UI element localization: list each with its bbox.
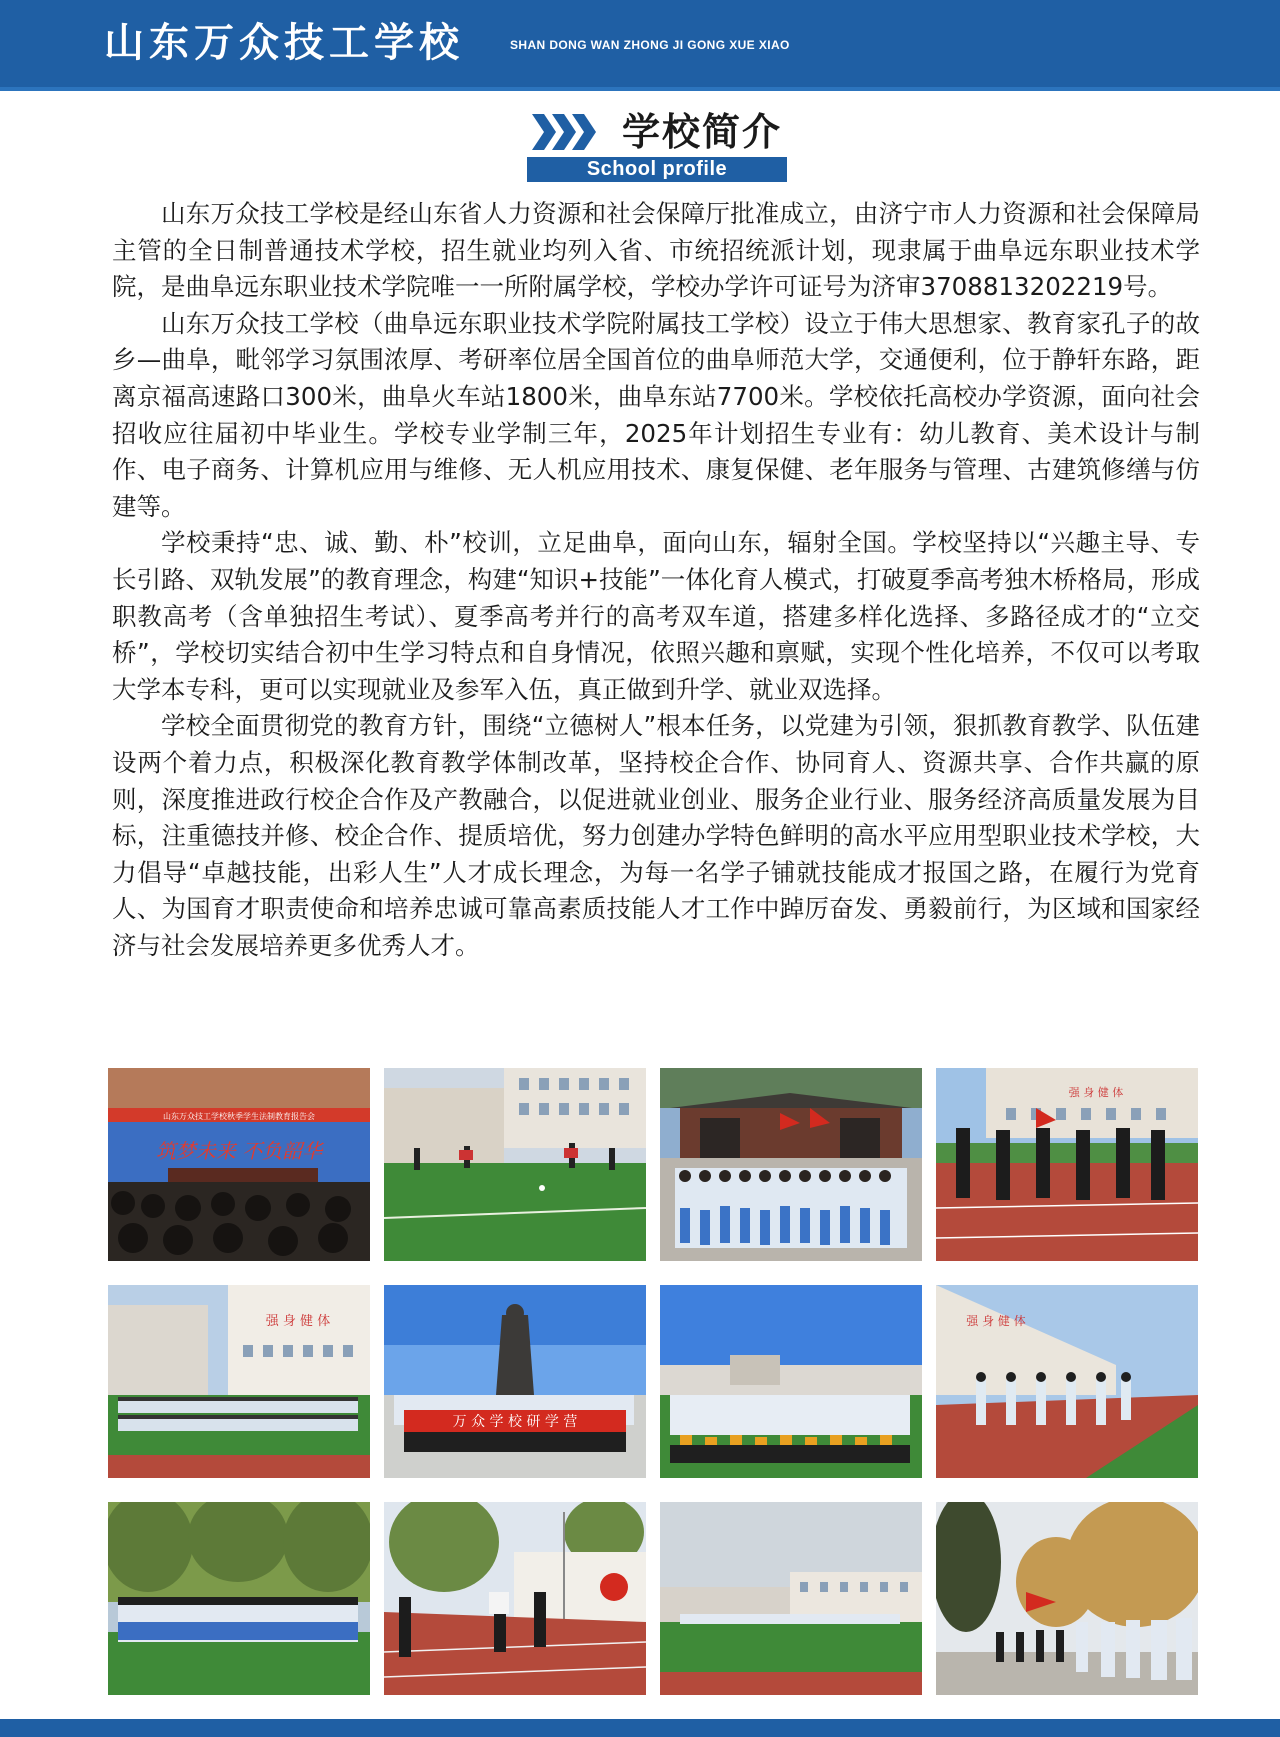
photo-march-parade (936, 1068, 1198, 1261)
paragraph-1: 山东万众技工学校是经山东省人力资源和社会保障厅批准成立，由济宁市人力资源和社会保障局主管的全日制普通技术学校，招生就业均列入省、市统招统派计划，现隶属于曲阜远东职业技术学院，是曲阜远东职业技术学院唯一一所附属学校，学校办学许可证号为济审3708813202219号。 (112, 199, 1200, 302)
wall-text: 强 身 健 体 (265, 1314, 331, 1329)
paragraph-2: 山东万众技工学校（曲阜远东职业技术学院附属技工学校）设立于伟大思想家、教育家孔子的故乡—曲阜，毗邻学习氛围浓厚、考研率位居全国首位的曲阜师范大学，交通便利，位于静轩东路，距离京福高速路口300米，曲阜火车站1800米，曲阜东站7700米。学校依托高校办学资源，面向社会招收应往届初中毕业生。学校专业学制三年，2025年计划招生专业有：幼儿教育、美术设计与制作、电子商务、计算机应用与维修、无人机应用技术、康复保健、老年服务与管理、古建筑修缮与仿建等。 (112, 308, 1200, 521)
section-subtitle: School profile (586, 158, 728, 180)
banner-study: 万 众 学 校 研 学 营 (452, 1414, 578, 1430)
photo-formation-field (108, 1285, 370, 1478)
photo-march-track (936, 1285, 1198, 1478)
photo-students-willows (108, 1502, 370, 1695)
chevron-right-icon (530, 110, 600, 154)
school-name: 山东万众技工学校 (104, 20, 464, 66)
header-banner (0, 0, 1280, 91)
subtitle-bar (527, 157, 787, 182)
photo-assembly-hall (108, 1068, 370, 1261)
section-title: 学校简介 (622, 110, 783, 154)
photo-group-temple (660, 1068, 922, 1261)
photo-campus-field (660, 1502, 922, 1695)
wall-text: 强 身 健 体 (966, 1314, 1026, 1328)
intro-text (112, 196, 1200, 964)
photo-football-match (384, 1068, 646, 1261)
banner-text: 山东万众技工学校秋季学生法制教育报告会 (163, 1112, 315, 1121)
school-pinyin: SHAN DONG WAN ZHONG JI GONG XUE XIAO (510, 38, 790, 52)
paragraph-3: 学校秉持“忠、诚、勤、朴”校训，立足曲阜，面向山东，辐射全国。学校坚持以“兴趣主导、专长引路、双轨发展”的教育理念，构建“知识+技能”一体化育人模式，打破夏季高考独木桥格局，形成职教高考（含单独招生考试）、夏季高考并行的高考双车道，搭建多样化选择、多路径成才的“立交桥”，学校切实结合初中生学习特点和自身情况，依照兴趣和禀赋，实现个性化培养，不仅可以考取大学本专科，更可以实现就业及参军入伍，真正做到升学、就业双选择。 (112, 528, 1200, 704)
footer-bar (0, 1719, 1280, 1737)
wall-text: 强 身 健 体 (1068, 1086, 1124, 1099)
photo-autumn-march (936, 1502, 1198, 1695)
photo-confucius-statue (384, 1285, 646, 1478)
paragraph-4: 学校全面贯彻党的教育方针，围绕“立德树人”根本任务，以党建为引领，狠抓教育教学、队伍建设两个着力点，积极深化教育教学体制改革，坚持校企合作、协同育人、资源共享、合作共赢的原则，深度推进政行校企合作及产教融合，以促进就业创业、服务企业行业、服务经济高质量发展为目标，注重德技并修、校企合作、提质培优，努力创建办学特色鲜明的高水平应用型职业技术学校，大力倡导“卓越技能，出彩人生”人才成长理念，为每一名学子铺就技能成才报国之路，在履行为党育人、为国育才职责使命和培养忠诚可靠高素质技能人才工作中踔厉奋发、勇毅前行，为区域和国家经济与社会发展培养更多优秀人才。 (112, 711, 1200, 960)
photo-flag-ceremony (384, 1502, 646, 1695)
photo-group-field (660, 1285, 922, 1478)
photo-gallery (108, 1068, 1198, 1698)
section-heading (530, 104, 830, 160)
banner-slogan: 筑梦未来 不负韶华 (155, 1139, 323, 1163)
